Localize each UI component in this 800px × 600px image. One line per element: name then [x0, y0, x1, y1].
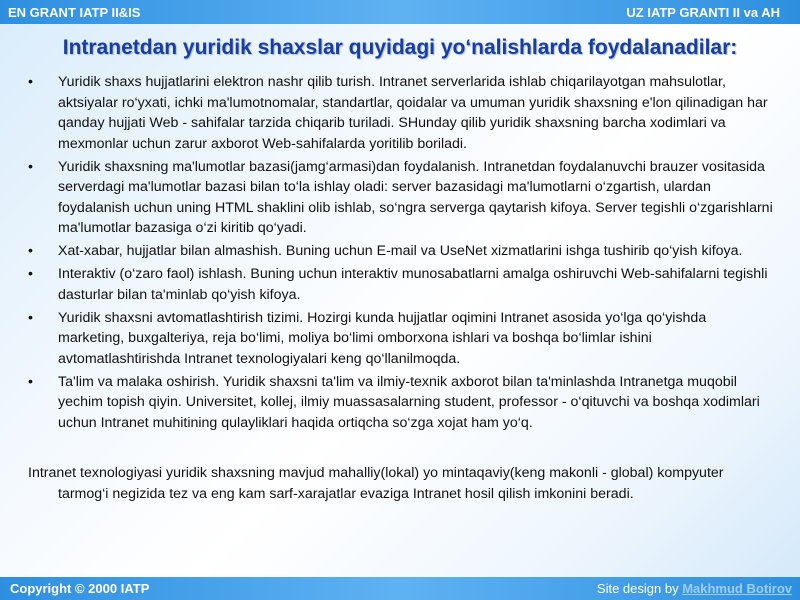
bullet-icon: •	[28, 309, 33, 326]
slide-title: Intranetdan yuridik shaxslar quyidagi yo‘nalishlarda foydalanadilar:	[62, 36, 738, 59]
summary-paragraph: Intranet texnologiyasi yuridik shaxsning mavjud mahalliy(lokal) yo mintaqaviy(keng makonli - global) kompyuter tarmog‘i negizida tez va eng kam sarf-xarajatlar evaziga Intranet hosil qilish imkonini beradi.	[28, 465, 724, 502]
list-item-text: Yuridik shaxsning ma'lumotlar bazasi(jamg‘armasi)dan foydalanish. Intranetdan foydalanuvchi brauzer vositasida serverdagi ma'lumotlar bazasi bilan to‘la ishlay oladi: server bazasidagi ma'lumotlarni o‘zgartish, ulardan foydalanish uchun uning HTML shaklini olib ishlab, so‘ngra serverga qaytarish kifoya. Server tegishli o‘zgarishlarni ma'lumotlar bazasiga o‘zi kiritib qo‘yadi.	[58, 158, 773, 236]
list-item-text: Xat-xabar, hujjatlar bilan almashish. Buning uchun E-mail va UseNet xizmatlarini ishga tushirib qo‘yish kifoya.	[58, 243, 743, 259]
bullet-icon: •	[28, 266, 33, 282]
credit-prefix: Site design by	[596, 581, 683, 596]
header-bar	[0, 0, 800, 24]
list-item-text: Interaktiv (o‘zaro faol) ishlash. Buning uchun interaktiv munosabatlarni amalga oshiruvchi Web-sahifalarni tegishli dasturlar bilan ta'minlab qo‘yish kifoya.	[58, 266, 768, 303]
bullet-icon: •	[28, 158, 33, 175]
list-item-text: Yuridik shaxs hujjatlarini elektron nashr qilib turish. Intranet serverlarida ishlab chiqarilayotgan mahsulotlar, aktsiyalar ro‘yxati, ichki ma'lumotnomalar, standartlar, qoidalar va umuman yuridik shaxsning e'lon qilinadigan har qanday hujjati Web - sahifalar tarzida chiqarib turiladi. SHunday qilib yuridik shaxsning barcha xodimlari va mexmonlar uchun zarur axborot Web-sahifalarda yoritilib boriladi.	[58, 74, 768, 152]
list-item	[28, 264, 776, 305]
list-item-text: Ta'lim va malaka oshirish. Yuridik shaxsni ta'lim va ilmiy-texnik axborot bilan ta'minlashda Intranetga muqobil yechim topish qiyin. Universitet, kollej, ilmiy muassasalarning student, professor - o‘qituvchi va boshqa xodimlari uchun Intranet muhitining qulayliklari haqida ortiqcha so‘zga xojat ham yo‘q.	[58, 373, 760, 431]
header-right-text: UZ IATP GRANTI II va AH	[626, 4, 780, 20]
bullet-icon: •	[28, 373, 33, 390]
copyright-text: Copyright © 2000 IATP	[10, 581, 150, 596]
bullet-icon: •	[28, 74, 33, 90]
site-credit	[597, 581, 792, 596]
list-item	[28, 72, 776, 154]
header-left-text: EN GRANT IATP II&IS	[8, 4, 141, 20]
list-item	[28, 372, 776, 434]
designer-link[interactable]: Makhmud Botirov	[682, 581, 792, 596]
list-item	[28, 157, 776, 239]
slide-content	[28, 72, 776, 504]
bullet-icon: •	[28, 243, 33, 259]
list-item	[28, 241, 776, 262]
bullet-list	[28, 72, 776, 433]
footer-bar	[0, 577, 800, 600]
list-item	[28, 308, 776, 370]
list-item-text: Yuridik shaxsni avtomatlashtirish tizimi. Hozirgi kunda hujjatlar oqimini Intranet asosida yo‘lga qo‘yishda marketing, buxgalteriya, reja bo‘limi, moliya bo‘limi omborxona ishlari va boshqa bo‘limlar ishini avtomatlashtirishda Intranet texnologiyalari keng qo‘llanilmoqda.	[58, 309, 707, 367]
